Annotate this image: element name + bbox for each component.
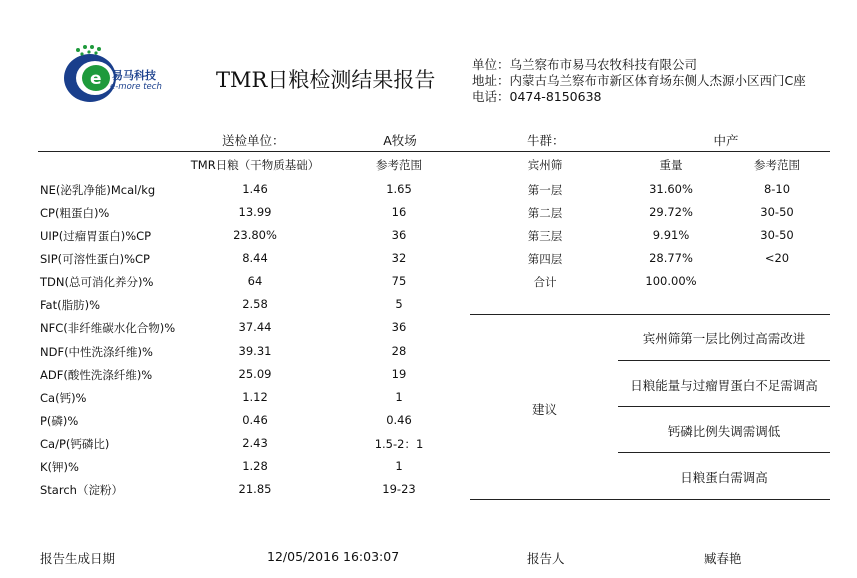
nutrient-row-value: 64 — [247, 274, 263, 288]
nutrient-row-name: K(钾)% — [40, 460, 79, 474]
nutrient-row-ref: 1 — [395, 390, 403, 404]
sieve-row-ref: 8-10 — [763, 182, 791, 196]
suggestions-label: 建议 — [532, 402, 558, 417]
sieve-row-ref: 30-50 — [760, 205, 794, 219]
nutrient-row-ref: 19 — [391, 367, 407, 381]
suggestion-divider — [618, 360, 830, 361]
nutrient-row-ref: 36 — [391, 228, 407, 242]
page-title: TMR日粮检测结果报告 — [216, 68, 436, 92]
sieve-row-weight: 29.72% — [649, 205, 693, 219]
sieve-row-weight: 28.77% — [649, 251, 693, 265]
nutrient-row-value: 2.43 — [242, 436, 268, 450]
suggestions-bottom-divider — [470, 499, 830, 500]
sieve-row-ref: 30-50 — [760, 228, 794, 242]
nutrient-row-name: TDN(总可消化养分)% — [40, 275, 154, 289]
sieve-row-layer: 第一层 — [527, 183, 563, 197]
sieve-col-weight: 重量 — [659, 158, 683, 172]
nutrient-row-value: 23.80% — [233, 228, 277, 242]
logo-tagline: e-more tech — [110, 82, 162, 92]
sieve-row-layer: 第四层 — [527, 252, 563, 266]
sieve-row-layer: 第二层 — [527, 206, 563, 220]
nutrient-row-ref: 1.5-2：1 — [374, 437, 424, 451]
suggestions-top-divider — [470, 314, 830, 315]
sieve-row-ref: <20 — [764, 251, 790, 265]
sieve-total-value: 100.00% — [645, 274, 697, 288]
nutrient-row-value: 1.12 — [242, 390, 268, 404]
suggestion-divider — [618, 452, 830, 453]
nutrient-row-name: NDF(中性洗涤纤维)% — [40, 345, 153, 359]
nutrient-row-name: SIP(可溶性蛋白)%CP — [40, 252, 150, 266]
nutrient-row-ref: 36 — [391, 320, 407, 334]
sender-value: A牧场 — [383, 133, 417, 148]
nutrient-row-value: 37.44 — [238, 320, 272, 334]
report-date-label: 报告生成日期 — [40, 551, 116, 566]
logo-brand-text: 易马科技 — [112, 69, 156, 82]
company-phone: 电话：0474-8150638 — [472, 89, 602, 104]
nutrient-row-ref: 16 — [391, 205, 407, 219]
company-logo — [52, 38, 170, 110]
header-divider — [38, 151, 830, 152]
nutrient-row-ref: 32 — [391, 251, 407, 265]
sieve-row-layer: 第三层 — [527, 229, 563, 243]
nutrient-row-name: NFC(非纤维碳水化合物)% — [40, 321, 176, 335]
nutrient-row-value: 25.09 — [238, 367, 272, 381]
company-address: 地址：内蒙古乌兰察布市新区体育场东侧人杰源小区西门C座 — [472, 73, 806, 88]
sender-label: 送检单位： — [222, 133, 285, 148]
nutrient-row-ref: 1.65 — [386, 182, 412, 196]
reporter-label: 报告人 — [527, 551, 565, 566]
nutrient-row-ref: 0.46 — [386, 413, 412, 427]
nutrient-row-ref: 19-23 — [382, 482, 416, 496]
nutrient-row-name: NE(泌乳净能)Mcal/kg — [40, 183, 156, 197]
nutrient-row-value: 1.46 — [242, 182, 268, 196]
nutrient-row-value: 2.58 — [242, 297, 268, 311]
nutrient-row-ref: 1 — [395, 459, 403, 473]
suggestion-item: 宾州筛第一层比例过高需改进 — [642, 331, 806, 346]
nutrient-row-value: 21.85 — [238, 482, 272, 496]
nutrient-row-name: UIP(过瘤胃蛋白)%CP — [40, 229, 152, 243]
company-unit: 单位：乌兰察布市易马农牧科技有限公司 — [472, 57, 698, 72]
herd-label: 牛群： — [527, 133, 565, 148]
herd-value: 中产 — [713, 133, 739, 148]
sieve-row-weight: 9.91% — [652, 228, 690, 242]
nutrient-row-name: P(磷)% — [40, 414, 79, 428]
report-date-value: 12/05/2016 16:03:07 — [267, 549, 400, 564]
nutrient-col-item: TMR日粮（干物质基础） — [190, 158, 320, 172]
nutrient-row-name: ADF(酸性洗涤纤维)% — [40, 368, 153, 382]
sieve-col-layer: 宾州筛 — [527, 158, 563, 172]
nutrient-row-name: Ca(钙)% — [40, 391, 87, 405]
sieve-total-label: 合计 — [533, 275, 557, 289]
nutrient-row-value: 39.31 — [238, 344, 272, 358]
suggestion-item: 钙磷比例失调需调低 — [667, 424, 781, 439]
sieve-col-ref: 参考范围 — [754, 158, 800, 172]
suggestion-divider — [618, 406, 830, 407]
nutrient-row-value: 1.28 — [242, 459, 268, 473]
nutrient-col-ref: 参考范围 — [376, 158, 422, 172]
nutrient-row-name: Fat(脂肪)% — [40, 298, 101, 312]
nutrient-row-name: Starch（淀粉） — [40, 483, 123, 497]
svg-text:e: e — [90, 69, 102, 89]
nutrient-row-ref: 28 — [391, 344, 407, 358]
nutrient-row-value: 0.46 — [242, 413, 268, 427]
nutrient-row-ref: 5 — [395, 297, 403, 311]
reporter-name: 臧春艳 — [704, 551, 742, 566]
suggestion-item: 日粮蛋白需调高 — [680, 470, 768, 485]
nutrient-row-value: 13.99 — [238, 205, 272, 219]
nutrient-row-ref: 75 — [391, 274, 407, 288]
suggestion-item: 日粮能量与过瘤胃蛋白不足需调高 — [630, 378, 818, 393]
nutrient-row-name: Ca/P(钙磷比) — [40, 437, 110, 451]
nutrient-row-name: CP(粗蛋白)% — [40, 206, 110, 220]
sieve-row-weight: 31.60% — [649, 182, 693, 196]
nutrient-row-value: 8.44 — [242, 251, 268, 265]
